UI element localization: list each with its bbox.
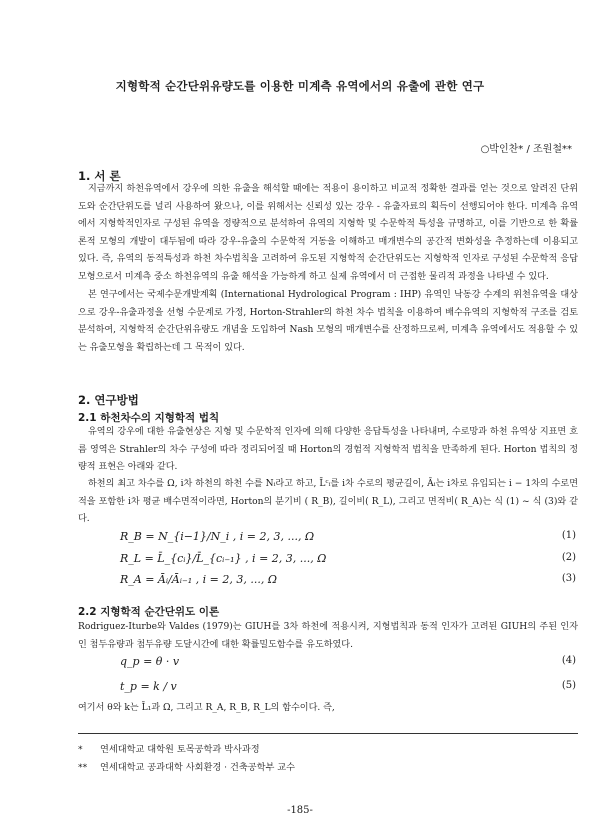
paragraph-intro-2: 본 연구에서는 국제수문개발계획 (International Hydrological Program : IHP) 유역인 낙동강 수계의 위천유역을 대상으로 강우-유출과정을 선형 수문계로 가정, Horton-Strahler의 하천 차수 법칙을 이용하여 배수유역의 지형학적 구조를 검토 분석하여, 지형학적 순간단위유량도 개념을 도입하여 Nash 모형의 매개변수를 산정하므로써, 미계측 유역에서도 적용할 수 있는 유출모형을 확립하는데 그 목적이 있다. (78, 290, 578, 353)
equation-1-expr: R_B = N_{i−1}/N_i , i = 2, 3, ..., Ω (120, 530, 315, 543)
subsection-heading-stream-order: 2.1 하천차수의 지형학적 법칙 (78, 412, 220, 424)
footnote-2-text: 연세대학교 공과대학 사회환경 · 건축공학부 교수 (100, 762, 296, 773)
equation-2-number: (2) (561, 552, 576, 563)
footnote-2 (78, 759, 295, 773)
footnote-1-text: 연세대학교 대학원 토목공학과 박사과정 (100, 744, 260, 755)
paragraph-giuh: Rodriguez-Iturbe와 Valdes (1979)는 GIUH를 3차 하천에 적용시켜, 지형법칙과 동적 인자가 고려된 GIUH의 주된 인자인 첨두유량과 첨두유량 도달시간에 대한 확률밀도함수를 유도하였다. (78, 622, 578, 650)
equation-4-expr: q_p = θ · v (120, 655, 180, 668)
equation-5-number: (5) (561, 680, 576, 691)
footnote-1 (78, 741, 260, 755)
paper-title: 지형학적 순간단위유량도를 이용한 미계측 유역에서의 유출에 관한 연구 (115, 79, 485, 93)
equation-3 (120, 573, 576, 589)
equation-5-expr: t_p = k / v (120, 680, 177, 693)
section-heading-methods: 2. 연구방법 (78, 393, 139, 407)
equation-2-expr: R_L = L̄_{cᵢ}/L̄_{cᵢ₋₁} , i = 2, 3, ..., Ω (120, 552, 327, 565)
subsection-heading-giuh: 2.2 지형학적 순간단위도 이론 (78, 606, 220, 618)
paragraph-intro-1: 지금까지 하천유역에서 강우에 의한 유출을 해석할 때에는 적용이 용이하고 비교적 정확한 결과를 얻는 것으로 알려진 단위도와 순간단위도를 널리 사용하여 왔으나, 이를 위해서는 신뢰성 있는 강우 - 유출자료의 획득이 선행되어야 한다. 미계측 유역에서 지형학적인자로 구성된 유역을 정량적으로 분석하여 유역의 지형학 및 수문학적 특성을 규명하고, 이를 기반으로 한 확률론적 모형의 개발이 대두됨에 따라 강우-유출의 수문학적 거동을 이해하고 매개변수의 공간적 변화성을 추정하는데 이용되고 있다. 즉, 유역의 동적특성과 하천 차수법칙을 고려하여 유도된 지형학적 순간단위도는 지형학적 인자로 구성된 수문학적 응답모형으로서 미계측 중소 하천유역의 유출 해석을 가능하게 하고 실제 유역에서 더 근접한 물리적 과정을 나타낼 수 있다. (78, 184, 578, 282)
footnote-divider (78, 733, 578, 734)
paragraph-methods-1: 유역의 강우에 대한 유출현상은 지형 및 수문학적 인자에 의해 다양한 응답특성을 나타내며, 수로망과 하천 유역상 지표면 흐름 영역은 Strahler의 차수 구성에 따라 정리되어질 때 Horton의 경험적 지형학적 법칙을 만족하게 된다. Horton 법칙의 정량적 표현은 아래와 같다. (78, 427, 578, 473)
section-heading-introduction: 1. 서 론 (78, 169, 121, 183)
equation-5 (120, 680, 576, 696)
equation-4 (120, 655, 576, 671)
equation-3-number: (3) (561, 573, 576, 584)
footnote-2-mark: ** (78, 762, 88, 773)
footnote-1-mark: * (78, 744, 83, 755)
equation-1-number: (1) (561, 530, 576, 541)
paragraph-where: 여기서 θ와 k는 L̄₁과 Ω, 그리고 R_A, R_B, R_L의 함수이다. 즉, (78, 703, 335, 713)
equation-1 (120, 530, 576, 546)
paragraph-methods-2: 하천의 최고 차수를 Ω, i차 하천의 하천 수를 Nᵢ라고 하고, L̄ᶜᵢ를 i차 수로의 평균길이, Āᵢ는 i차로 유입되는 i − 1차의 수로면적을 포함한 i차 평균 배수면적이라면, Horton의 분기비 ( R_B), 길이비( R_L), 그리고 면적비( R_A)는 식 (1) ~ 식 (3)와 같다. (78, 479, 578, 525)
author-line: ○박인찬* / 조원철** (480, 144, 572, 155)
equation-2 (120, 552, 576, 568)
page-number: -185- (287, 805, 313, 816)
equation-3-expr: R_A = Āᵢ/Āᵢ₋₁ , i = 2, 3, ..., Ω (120, 573, 277, 586)
equation-4-number: (4) (561, 655, 576, 666)
